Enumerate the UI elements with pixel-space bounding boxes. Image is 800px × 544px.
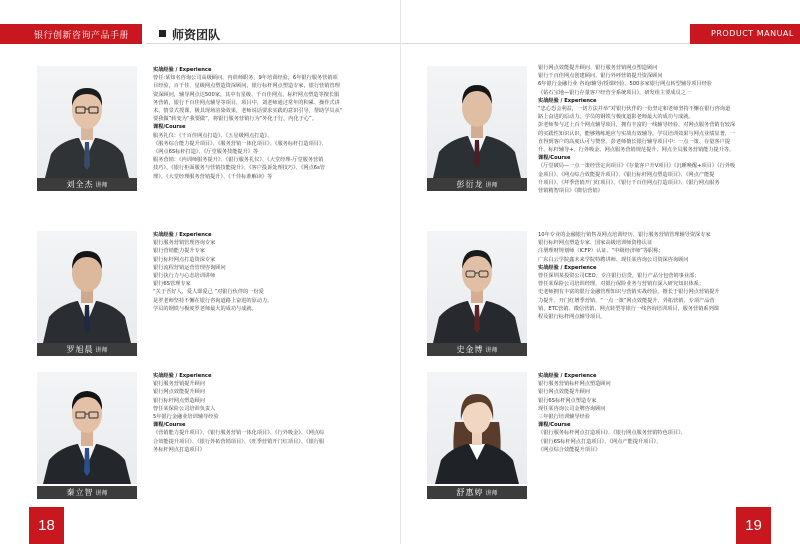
portrait-man-suit-icon xyxy=(37,231,137,343)
page-number-left: 18 xyxy=(29,507,64,544)
experience-line: 5年银行金融业培训辅导经验 xyxy=(153,414,219,421)
experience-line: 三年银行培训辅导经验 xyxy=(538,414,590,421)
teacher-name-bar xyxy=(37,486,137,499)
course-line: 《银行6S标杆网点打造项目》、《网点产能提升项目》、 xyxy=(538,438,662,445)
course-line: 理》、《大堂经理服务营销提升》、《千佳标准解读》等 xyxy=(153,173,273,180)
portrait-man-glasses-icon xyxy=(427,231,527,343)
experience-line: 银行执行力与心态培训讲师 xyxy=(153,273,216,280)
experience-line: 史老师拥有丰富的银行金融管理知识与营销实战经验。擅长于银行网点营销提升 xyxy=(538,289,720,296)
teacher-bio xyxy=(153,372,378,454)
experience-line: 路上奋进的原动力。学员的钢铁与极度道影老师最大的成功与成就。 xyxy=(538,114,694,121)
experience-line: 直得到客户的高度认可与赞誉。彭老师擅长银行辅导项目中：一点一策、存量客户提 xyxy=(538,138,730,145)
teacher-photo xyxy=(427,372,527,484)
teacher-name: 舒惠婷 xyxy=(456,488,484,497)
intro-line: 《钻石宝地—银行存量客户经营全系统项目》，研发组主要成员之一 xyxy=(538,89,692,96)
experience-heading: 实战经验 / Experience xyxy=(538,97,597,104)
teacher-bio xyxy=(153,66,378,181)
experience-line: 的实践性知识认识，能够熟练地应与实战有效辅导。学员培训效果与网点业绩显著，一 xyxy=(538,130,736,137)
course-line: 《营销能力提升项目》、《银行服务营销一体化项目》、《行外吸金》、《网点综 xyxy=(153,430,325,437)
portrait-man-suit-icon xyxy=(427,66,527,178)
experience-line: 银行标杆网点塑造顾问 xyxy=(153,397,205,404)
intro-line: 注册理财规划师（ICFP）认证、“中级经济师”等职称； xyxy=(538,248,664,255)
course-line: 营销精智项目》《微信营销》 xyxy=(538,188,603,195)
intro-line: 广东白云学院鑫未来学院特聘讲师、现任某咨询公司资深咨询顾问 xyxy=(538,256,689,263)
course-line: 《网点6S标杆打造》、《厅堂服务技能提升》等 xyxy=(153,149,259,156)
teacher-name: 秦立智 xyxy=(66,488,94,497)
experience-line: 彭老师参与过上百个网点辅导项目，拥有丰富的一线辅导经验，对网点服务营销有较深 xyxy=(538,122,736,129)
manual-banner xyxy=(690,24,800,44)
teacher-photo xyxy=(427,66,527,178)
experience-line: 银行服务营销提升顾问 xyxy=(153,381,205,388)
experience-line: 银行6S标杆网点塑造专家 xyxy=(538,397,597,404)
section-header xyxy=(146,24,400,44)
teacher-name-bar xyxy=(37,343,137,356)
teacher-bio xyxy=(538,231,776,321)
course-heading: 课程/Course xyxy=(538,422,571,429)
intro-line: 银行千百佳网点创建顾问、银行外呼营销提升资深顾问 xyxy=(538,73,663,80)
intro-line: 银行网点效能提升顾问、银行服务营销网点塑造顾问 xyxy=(538,65,658,71)
experience-heading: 实战经验 / Experience xyxy=(538,373,597,379)
teacher-name-bar xyxy=(427,343,527,356)
experience-line: 银行标杆网点打造资深专家 xyxy=(153,256,216,263)
experience-line: “关于吾好人，爱人即爱己 ”对银行伙伴的一份爱 xyxy=(153,289,264,296)
teacher-name-bar xyxy=(427,486,527,499)
brand-banner xyxy=(0,24,142,44)
experience-heading: 实战经验 / Experience xyxy=(153,373,212,379)
course-line: 服务营销：《内训师服务提升》、《银行服务礼仪》、《大堂经理-厅堂服务营销 xyxy=(153,157,324,164)
header-rule xyxy=(401,43,691,44)
page-number-right: 19 xyxy=(736,507,771,544)
experience-line: 学员的钢铁与极度罗老师最大的成功与成就。 xyxy=(153,305,257,312)
experience-line: 银行服务营销标杆网点塑造顾问 xyxy=(538,381,611,388)
experience-line: 曾任某保险公司培训经理，对银行保险业务与营销有深入研究知识体系； xyxy=(538,281,705,288)
teacher-bio xyxy=(153,231,378,313)
course-line: 技巧》、《银行柜面服务与营销技能提升》、《客户投诉处理技巧》、《网点6s管 xyxy=(153,165,325,172)
teacher-photo xyxy=(427,231,527,343)
course-line: 合效能提升项目》、《银行外拓营销项目》、《旺季营销开门红项目》、《银行服 xyxy=(153,438,325,445)
experience-line: 曾任:某知名咨询公司高级顾问、内训师职务，9年培训经验，6年银行服务营销项 xyxy=(153,75,338,82)
teacher-role: 讲师 xyxy=(485,347,498,354)
course-line: 服务礼仪：《千百佳网点打造》、《五星级网点打造》、 xyxy=(153,132,273,139)
experience-line: 银行服务营销管理咨询专家 xyxy=(153,240,216,247)
experience-line: 务营销，银行千百佳网点辅导等项目，项目中，刘老师通过常年的积累、操作式讲 xyxy=(153,99,340,106)
teacher-name-bar xyxy=(427,178,527,191)
experience-line: 现任某咨询公司金牌咨询顾问 xyxy=(538,405,606,412)
teacher-bio xyxy=(538,372,776,454)
teacher-role: 讲师 xyxy=(485,182,498,189)
brand-title: 银行创新咨询产品手册 xyxy=(34,31,130,41)
experience-line: 目经验，百千佳、星级网点塑造资深顾问，银行标杆网点塑造专家，银行营销管理 xyxy=(153,83,340,90)
course-line: 《厅堂破局—一点一策经营定向项目》《存量客户升V项目》《沉睡唤醒+项目》《行外吸 xyxy=(538,163,736,170)
intro-line: 6年银行金融行业 咨询/辅导/授课经验、500多家银行网点转型辅导项目经验 xyxy=(538,81,712,88)
experience-line: 是罗老师坚持不懈在银行咨询道路上奋进的原动力。 xyxy=(153,297,273,304)
teacher-name-bar xyxy=(37,178,137,191)
section-title: 师资团队 xyxy=(172,28,221,42)
experience-line: 银行营销能力提升专家 xyxy=(153,248,205,255)
experience-heading: 实战经验 / Experience xyxy=(538,264,597,271)
experience-line: 银行网点效能提升顾问 xyxy=(153,389,205,396)
intro-line: 10年专业的金融银行销售及网点培训经历、银行服务营销管理辅导资深专家 xyxy=(538,232,711,238)
teacher-name: 刘全杰 xyxy=(66,180,94,189)
teacher-photo xyxy=(37,372,137,484)
teacher-role: 讲师 xyxy=(95,347,108,354)
teacher-photo xyxy=(37,66,137,178)
experience-line: 资深顾问，辅导网点达500家，其中有星级、千百佳网点、标杆网点塑造等擅长服 xyxy=(153,91,340,98)
experience-line: 术、情景式授课，极具现场渲染效果，老师说话要求实践的意识引导，帮助学员从“ xyxy=(153,108,343,115)
experience-line: “忠心恐会利益，一切方法并举”对银行伙伴的一份坚定和老师坚持不懈在银行咨询道 xyxy=(538,106,731,113)
intro-line: 银行标杆网点塑造专家、国家高级培训师资格认证 xyxy=(538,240,653,247)
experience-line: 银行流程营销运营管理咨询顾问 xyxy=(153,264,226,271)
experience-line: 曾任某保险公司培训负责人 xyxy=(153,405,216,412)
experience-line: 要我做”转变为“我要做”，将银行服务营销行为“外化于行，内化于心”。 xyxy=(153,116,317,123)
teacher-role: 讲师 xyxy=(95,182,108,189)
course-line: 《银行服务标杆网点打造项目》、《银行网点服务营销特色项目》、 xyxy=(538,430,686,437)
experience-line: 银行6S管理专家 xyxy=(153,281,191,288)
experience-heading: 实战经验 / Experience xyxy=(153,232,212,238)
experience-line: 销、ETC营销、微信营销、网点转型等银行一线咨询培训项目，服务营销系列课 xyxy=(538,305,719,312)
experience-line: 升、标杆辅导+、行外吸金、网点服务营销规范提升，网点全员服务营销能力提升等。 xyxy=(538,147,735,154)
course-line: 《网点综合效能提升项目》 xyxy=(538,446,601,453)
teacher-name: 彭衍龙 xyxy=(456,180,484,189)
course-line: 升项目》、《拜季营销开门红项目》、《银行千百佳网点打造项目》、《银行网点服务 xyxy=(538,179,720,186)
portrait-man-glasses-icon xyxy=(37,372,137,484)
experience-line: 曾任深圳某投资公司CEO、专注银行信贷，银行产品分包营销事业部； xyxy=(538,273,700,280)
course-line: 《服务综合能力提升项目》、《服务营销一体化项目》、《服务标杆打造项目》、 xyxy=(153,140,327,147)
portrait-man-glasses-icon xyxy=(37,66,137,178)
experience-line: 力提升、开门红增季营销、“一点一策”网点效能提升、外拓营销、专项产品营 xyxy=(538,297,715,304)
experience-heading: 实战经验 / Experience xyxy=(153,67,212,73)
portrait-woman-icon xyxy=(427,372,527,484)
experience-line: 银行网点效能提升顾问 xyxy=(538,389,590,396)
teacher-photo xyxy=(37,231,137,343)
teacher-name: 史金博 xyxy=(456,345,484,354)
course-heading: 课程/Course xyxy=(153,422,186,429)
course-heading: 课程/Course xyxy=(153,124,186,131)
right-page xyxy=(400,0,800,544)
manual-label: PRODUCT MANUAL xyxy=(711,29,794,38)
course-line: 金项目》、《网点综合效能提升项目》、《银行标杆网点塑造项目》、《网点产能提 xyxy=(538,171,715,178)
teacher-role: 讲师 xyxy=(485,490,498,497)
square-bullet-icon xyxy=(159,30,166,37)
teacher-role: 讲师 xyxy=(95,490,108,497)
experience-line: 程及银行标杆网点辅导项目。 xyxy=(538,314,606,321)
teacher-name: 罗旭晨 xyxy=(66,345,94,354)
course-heading: 课程/Course xyxy=(538,155,571,162)
teacher-bio xyxy=(538,64,776,195)
course-line: 务标杆网点打造项目》 xyxy=(153,446,205,453)
